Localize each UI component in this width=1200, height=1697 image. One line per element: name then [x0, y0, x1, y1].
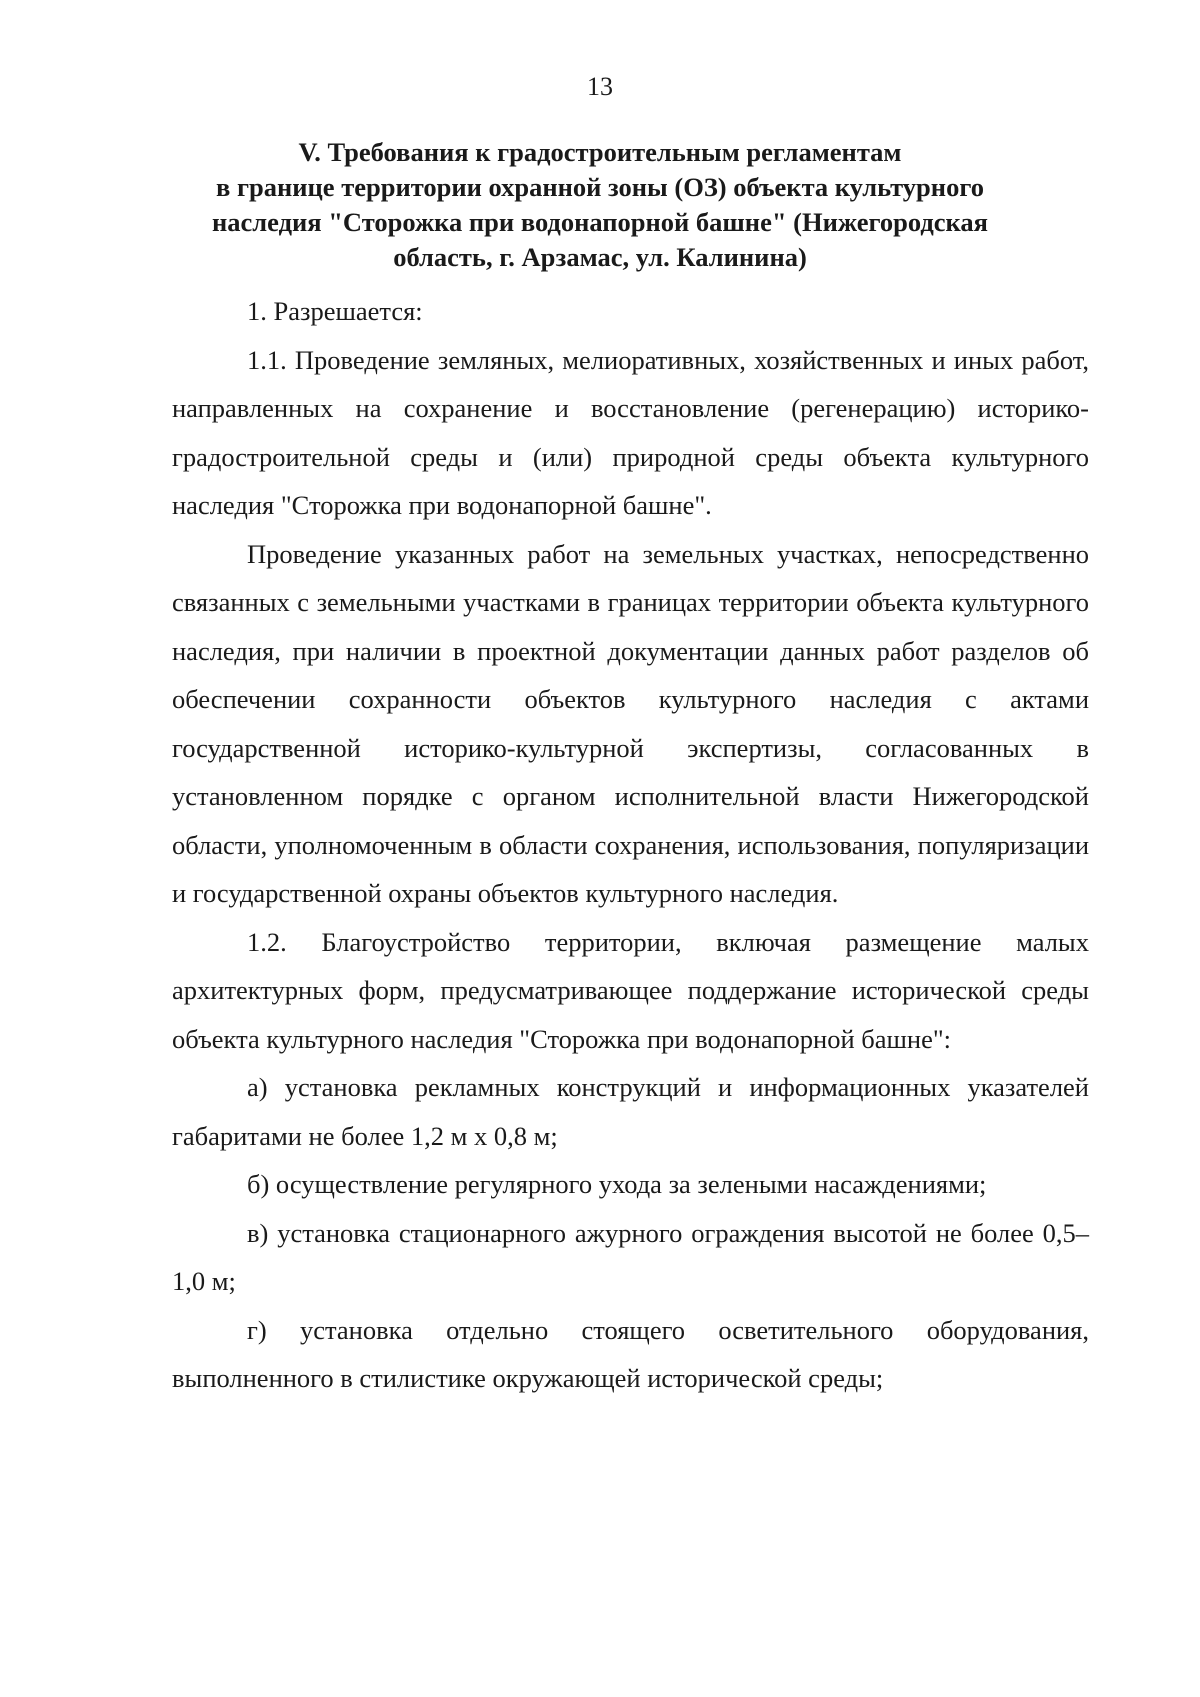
paragraph-works-conditions: Проведение указанных работ на земельных участках, непосредственно связанных с земельными участками в границах территории объекта культурного наследия, при наличии в проектной документации данных работ разделов об обеспечении сохранности объектов культурного наследия с актами государственной историко-культурной экспертизы, согласованных в установленном порядке с органом исполнительной власти Нижегородской области, уполномоченным в области сохранения, использования, популяризации и государственной охраны объектов культурного наследия. [172, 538, 1089, 908]
page-number: 13 [587, 72, 613, 101]
heading-line: в границе территории охранной зоны (ОЗ) объекта культурного [216, 172, 984, 202]
paragraph-permitted: 1. Разрешается: [247, 296, 423, 326]
list-item-v: в) установка стационарного ажурного ограждения высотой не более 0,5–1,0 м; [172, 1217, 1089, 1296]
list-item-a: а) установка рекламных конструкций и информационных указателей габаритами не более 1,2 м х 0,8 м; [172, 1072, 1089, 1151]
list-item-b: б) осуществление регулярного ухода за зелеными насаждениями; [247, 1169, 987, 1199]
paragraph-1-1: 1.1. Проведение земляных, мелиоративных, хозяйственных и иных работ, направленных на сохранение и восстановление (регенерацию) историко-градостроительной среды и (или) природной среды объекта культурного наследия "Сторожка при водонапорной башне". [172, 344, 1089, 520]
list-item-g: г) установка отдельно стоящего осветительного оборудования, выполненного в стилистике окружающей исторической среды; [172, 1314, 1089, 1393]
heading-line: область, г. Арзамас, ул. Калинина) [393, 242, 807, 272]
heading-line: наследия "Сторожка при водонапорной башне" (Нижегородская [212, 207, 988, 237]
heading-line: V. Требования к градостроительным регламентам [298, 137, 902, 167]
paragraph-1-2: 1.2. Благоустройство территории, включая размещение малых архитектурных форм, предусматривающее поддержание исторической среды объекта культурного наследия "Сторожка при водонапорной башне": [172, 926, 1089, 1054]
document-body [172, 287, 1089, 1403]
section-heading [160, 135, 1040, 275]
